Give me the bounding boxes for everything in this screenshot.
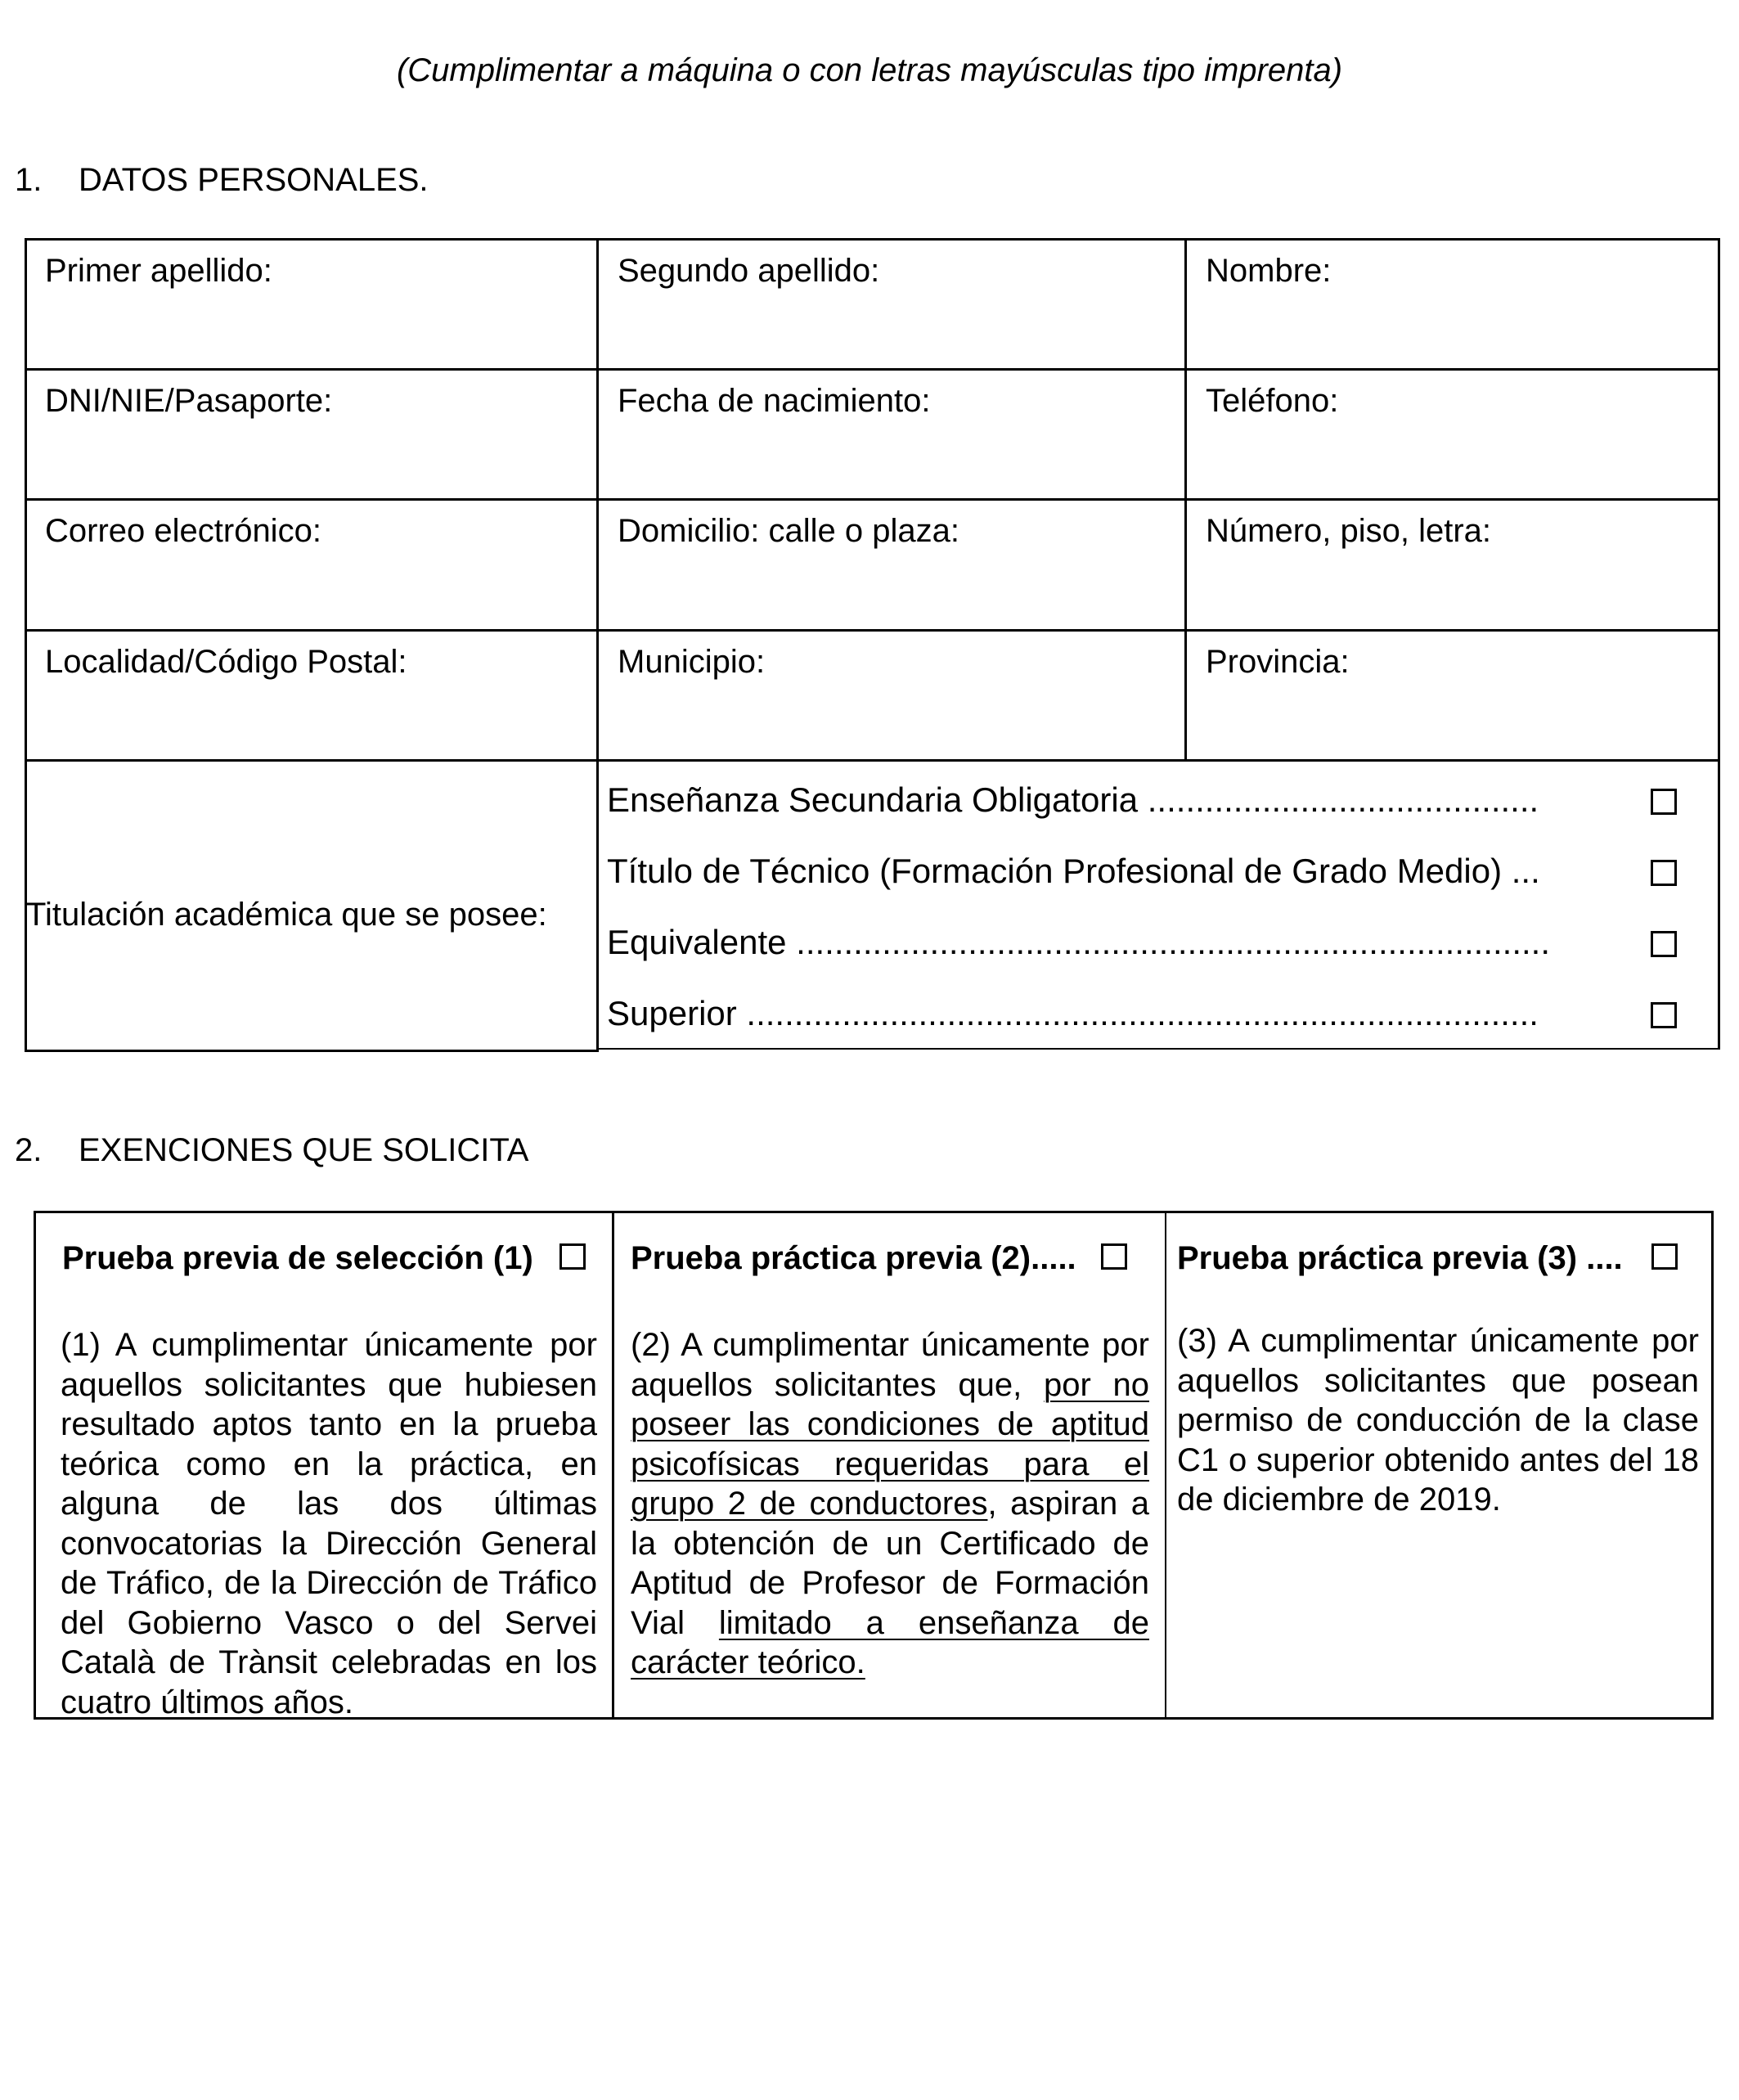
field-correo[interactable] (25, 498, 597, 629)
option-equivalente-label: Equivalente ............................................................................... (607, 923, 1551, 961)
titulacion-options (597, 759, 1719, 1049)
field-label: Domicilio: calle o plaza: (618, 513, 959, 549)
section-2-title (15, 1132, 529, 1169)
exemption-1-note: (1) A cumplimentar únicamente por aquellos solicitantes que hubiesen resultado aptos tanto en la prueba teórica como en la práctica, en alguna de las dos últimas convocatorias la Dirección General de Tráfico, de la Dirección de Tráfico del Gobierno Vasco o del Servei Català de Trànsit celebradas en los cuatro últimos años. (61, 1327, 597, 1720)
field-label: Teléfono: (1206, 383, 1339, 419)
titulacion-cell (25, 759, 597, 1050)
field-label: Número, piso, letra: (1206, 513, 1492, 549)
field-label: Localidad/Código Postal: (45, 644, 407, 680)
field-label: Segundo apellido: (618, 253, 880, 289)
checkbox-tecnico[interactable] (1651, 860, 1677, 886)
checkbox-eso[interactable] (1651, 789, 1677, 815)
exemption-2-heading: Prueba práctica previa (2)..... (631, 1240, 1076, 1276)
personal-data-table (25, 238, 1720, 1052)
field-label: Nombre: (1206, 253, 1332, 289)
note-2-underlined: limitado a enseñanza de carácter teórico. (631, 1604, 1149, 1680)
field-numero-piso[interactable] (1185, 498, 1719, 629)
field-provincia[interactable] (1185, 629, 1719, 759)
note-2-part: , aspiran a la obtención de un Certificado de Aptitud de Profesor de Formación Vial (631, 1486, 1149, 1641)
option-eso-label: Enseñanza Secundaria Obligatoria ......................................... (607, 780, 1539, 819)
field-municipio[interactable] (597, 629, 1185, 759)
exemptions-table (34, 1211, 1714, 1720)
exemption-1-heading: Prueba previa de selección (1) (62, 1240, 533, 1276)
field-fecha-nacimiento[interactable] (597, 368, 1185, 498)
section-2-label: EXENCIONES QUE SOLICITA (79, 1132, 529, 1168)
titulacion-label: Titulación académica que se posee: (26, 897, 547, 933)
checkbox-equivalente[interactable] (1651, 931, 1677, 957)
field-nombre[interactable] (1185, 238, 1719, 368)
option-superior-label: Superior ................................................................................... (607, 994, 1539, 1032)
field-label: Correo electrónico: (45, 513, 321, 549)
section-1-number: 1. (15, 162, 43, 198)
field-label: DNI/NIE/Pasaporte: (45, 383, 333, 419)
checkbox-practica-2[interactable] (1101, 1243, 1127, 1270)
field-telefono[interactable] (1185, 368, 1719, 498)
note-2-underlined: por no poseer las condiciones de aptitud psicofísicas requeridas para el grupo 2 de conductores (631, 1366, 1149, 1522)
form-instruction: (Cumplimentar a máquina o con letras mayúsculas tipo imprenta) (396, 52, 1343, 88)
field-localidad-cp[interactable] (25, 629, 597, 759)
field-label: Provincia: (1206, 644, 1350, 680)
note-2-part: (2) A cumplimentar únicamente por aquellos solicitantes que, (631, 1327, 1149, 1403)
checkbox-prueba-seleccion[interactable] (559, 1243, 586, 1270)
field-label: Primer apellido: (45, 253, 272, 289)
field-label: Municipio: (618, 644, 766, 680)
field-domicilio[interactable] (597, 498, 1185, 629)
option-tecnico-label: Título de Técnico (Formación Profesional de Grado Medio) ... (607, 852, 1540, 890)
checkbox-practica-3[interactable] (1651, 1243, 1678, 1270)
field-segundo-apellido[interactable] (597, 238, 1185, 368)
exemption-3-heading: Prueba práctica previa (3) .... (1177, 1240, 1623, 1276)
checkbox-superior[interactable] (1651, 1002, 1677, 1028)
field-dni[interactable] (25, 368, 597, 498)
field-primer-apellido[interactable] (25, 238, 597, 368)
section-1-title (15, 162, 429, 199)
field-label: Fecha de nacimiento: (618, 383, 931, 419)
exemption-3-note: (3) A cumplimentar únicamente por aquellos solicitantes que posean permiso de conducción de la clase C1 o superior obtenido antes del 18 de diciembre de 2019. (1177, 1323, 1699, 1518)
exemption-2-note (631, 1325, 1149, 1683)
section-1-label: DATOS PERSONALES. (79, 162, 429, 198)
section-2-number: 2. (15, 1132, 43, 1168)
